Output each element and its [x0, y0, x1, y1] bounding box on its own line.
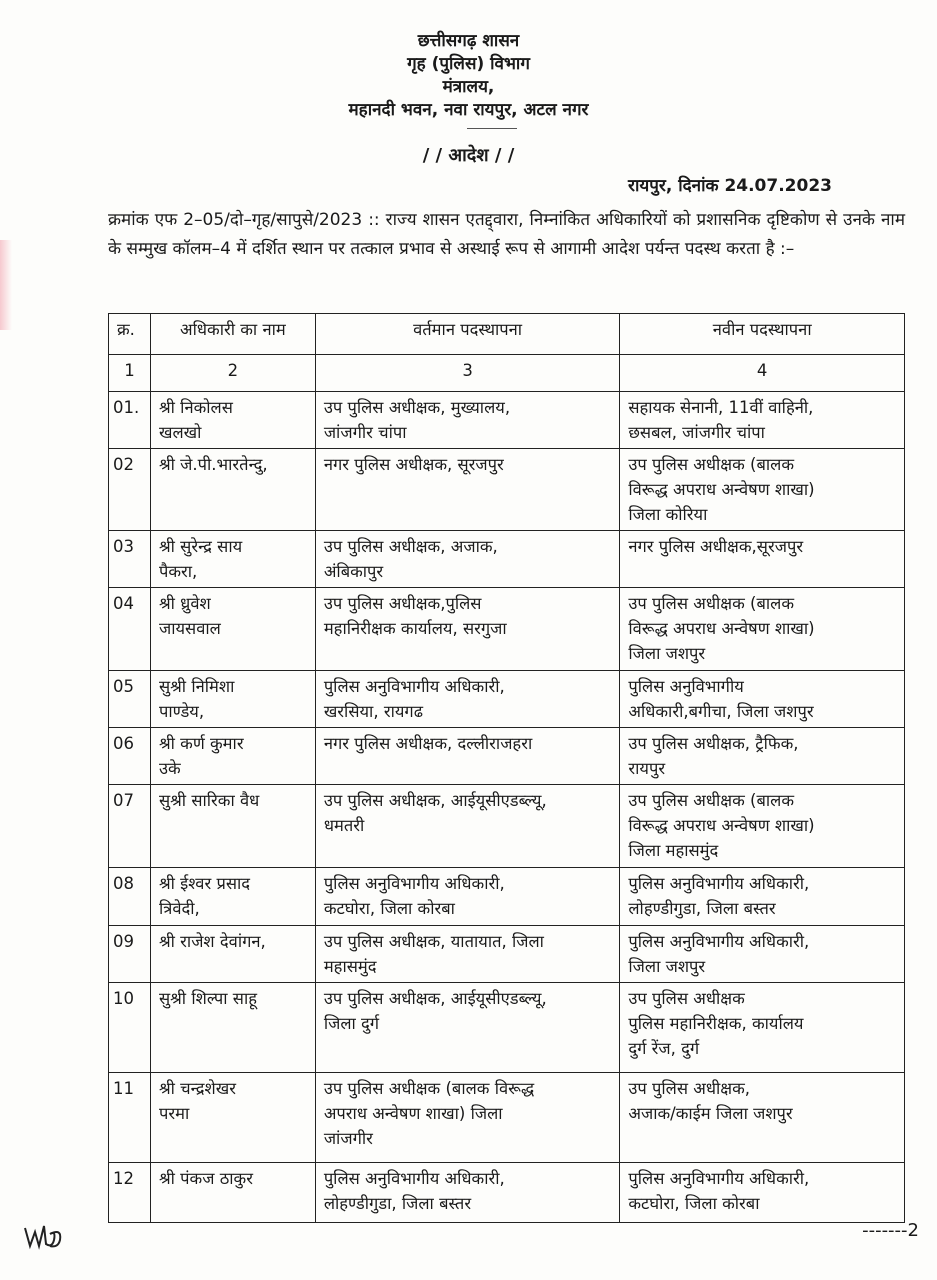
new-posting: पुलिस अनुविभागीय अधिकारी, जिला जशपुर: [620, 926, 905, 983]
date-line: रायपुर, दिनांक 24.07.2023: [628, 176, 832, 196]
officer-name: श्री ध्रुवेश जायसवाल: [150, 588, 315, 671]
current-posting: उप पुलिस अधीक्षक, अजाक, अंबिकापुर: [315, 531, 620, 588]
serial-number: 12: [109, 1163, 151, 1223]
table-row: [109, 728, 905, 785]
column-number-row: [109, 355, 905, 392]
col-header-current: वर्तमान पदस्थापना: [315, 314, 620, 355]
signature-initials: [22, 1218, 72, 1258]
scan-edge-mark: [0, 240, 12, 330]
officer-name: सुश्री शिल्पा साहू: [150, 983, 315, 1073]
table-row: [109, 392, 905, 449]
new-posting: पुलिस अनुविभागीय अधिकारी, कटघोरा, जिला कोरबा: [620, 1163, 905, 1223]
col-header-name: अधिकारी का नाम: [150, 314, 315, 355]
serial-number: 10: [109, 983, 151, 1073]
serial-number: 11: [109, 1073, 151, 1163]
table-row: [109, 588, 905, 671]
new-posting: उप पुलिस अधीक्षक (बालक विरूद्ध अपराध अन्वेषण शाखा) जिला कोरिया: [620, 449, 905, 531]
col-header-new: नवीन पदस्थापना: [620, 314, 905, 355]
current-posting: पुलिस अनुविभागीय अधिकारी, कटघोरा, जिला कोरबा: [315, 868, 620, 926]
table-row: [109, 983, 905, 1073]
col-header-sn: क्र.: [109, 314, 151, 355]
table-row: [109, 1073, 905, 1163]
new-posting: पुलिस अनुविभागीय अधिकारी,बगीचा, जिला जशपुर: [620, 671, 905, 728]
current-posting: नगर पुलिस अधीक्षक, सूरजपुर: [315, 449, 620, 531]
table-row: [109, 531, 905, 588]
serial-number: 05: [109, 671, 151, 728]
officer-name: श्री राजेश देवांगन,: [150, 926, 315, 983]
new-posting: उप पुलिस अधीक्षक, अजाक/काईम जिला जशपुर: [620, 1073, 905, 1163]
current-posting: उप पुलिस अधीक्षक, आईयूसीएडब्ल्यू, जिला दुर्ग: [315, 983, 620, 1073]
current-posting: उप पुलिस अधीक्षक, यातायात, जिला महासमुंद: [315, 926, 620, 983]
serial-number: 02: [109, 449, 151, 531]
serial-number: 08: [109, 868, 151, 926]
current-posting: उप पुलिस अधीक्षक, मुख्यालय, जांजगीर चांपा: [315, 392, 620, 449]
serial-number: 03: [109, 531, 151, 588]
officer-name: श्री पंकज ठाकुर: [150, 1163, 315, 1223]
new-posting: उप पुलिस अधीक्षक (बालक विरूद्ध अपराध अन्वेषण शाखा) जिला महासमुंद: [620, 785, 905, 868]
table-row: [109, 926, 905, 983]
new-posting: उप पुलिस अधीक्षक पुलिस महानिरीक्षक, कार्यालय दुर्ग रेंज, दुर्ग: [620, 983, 905, 1073]
officer-name: सुश्री निमिशा पाण्डेय,: [150, 671, 315, 728]
officer-name: श्री चन्द्रशेखर परमा: [150, 1073, 315, 1163]
table-row: [109, 868, 905, 926]
new-posting: उप पुलिस अधीक्षक, ट्रैफिक, रायपुर: [620, 728, 905, 785]
serial-number: 07: [109, 785, 151, 868]
officer-name: श्री कर्ण कुमार उके: [150, 728, 315, 785]
new-posting: उप पुलिस अधीक्षक (बालक विरूद्ध अपराध अन्वेषण शाखा) जिला जशपुर: [620, 588, 905, 671]
col-number: 2: [150, 355, 315, 392]
officer-name: श्री जे.पी.भारतेन्दु,: [150, 449, 315, 531]
new-posting: नगर पुलिस अधीक्षक,सूरजपुर: [620, 531, 905, 588]
table-row: [109, 1163, 905, 1223]
new-posting: सहायक सेनानी, 11वीं वाहिनी, छसबल, जांजगीर चांपा: [620, 392, 905, 449]
serial-number: 06: [109, 728, 151, 785]
govt-name: छत्तीसगढ़ शासन: [417, 31, 520, 51]
table-row: [109, 671, 905, 728]
col-number: 1: [109, 355, 151, 392]
page-continuation-marker: -------2: [862, 1220, 919, 1241]
current-posting: पुलिस अनुविभागीय अधिकारी, खरसिया, रायगढ: [315, 671, 620, 728]
serial-number: 04: [109, 588, 151, 671]
table-row: [109, 449, 905, 531]
order-intro: क्रमांक एफ 2–05/दो–गृह/सापुसे/2023 :: राज्य शासन एतद्द्वारा, निम्नांकित अधिकारियों को प्रशासनिक दृष्टिकोण से उनके नाम के सम्मुख कॉलम–4 में दर्शित स्थान पर तत्काल प्रभाव से अस्थाई रूप से आगामी आदेश पर्यन्त पदस्थ करता है :–: [108, 210, 905, 259]
ministry-name: मंत्रालय,: [442, 77, 495, 97]
posting-table: [108, 313, 905, 1223]
col-number: 4: [620, 355, 905, 392]
order-title: / / आदेश / /: [422, 145, 515, 166]
current-posting: नगर पुलिस अधीक्षक, दल्लीराजहरा: [315, 728, 620, 785]
current-posting: उप पुलिस अधीक्षक, आईयूसीएडब्ल्यू, धमतरी: [315, 785, 620, 868]
officer-name: सुश्री सारिका वैध: [150, 785, 315, 868]
current-posting: पुलिस अनुविभागीय अधिकारी, लोहण्डीगुडा, जिला बस्तर: [315, 1163, 620, 1223]
officer-name: श्री सुरेन्द्र साय पैकरा,: [150, 531, 315, 588]
table-row: [109, 785, 905, 868]
new-posting: पुलिस अनुविभागीय अधिकारी, लोहण्डीगुडा, जिला बस्तर: [620, 868, 905, 926]
divider: [467, 128, 517, 129]
current-posting: उप पुलिस अधीक्षक,पुलिस महानिरीक्षक कार्यालय, सरगुजा: [315, 588, 620, 671]
current-posting: उप पुलिस अधीक्षक (बालक विरूद्ध अपराध अन्वेषण शाखा) जिला जांजगीर: [315, 1073, 620, 1163]
officer-name: श्री निकोलस खलखो: [150, 392, 315, 449]
col-number: 3: [315, 355, 620, 392]
department-name: गृह (पुलिस) विभाग: [407, 54, 530, 74]
serial-number: 01.: [109, 392, 151, 449]
header-row: [109, 314, 905, 355]
serial-number: 09: [109, 926, 151, 983]
officer-name: श्री ईश्वर प्रसाद त्रिवेदी,: [150, 868, 315, 926]
address: महानदी भवन, नवा रायपुर, अटल नगर: [348, 100, 589, 120]
